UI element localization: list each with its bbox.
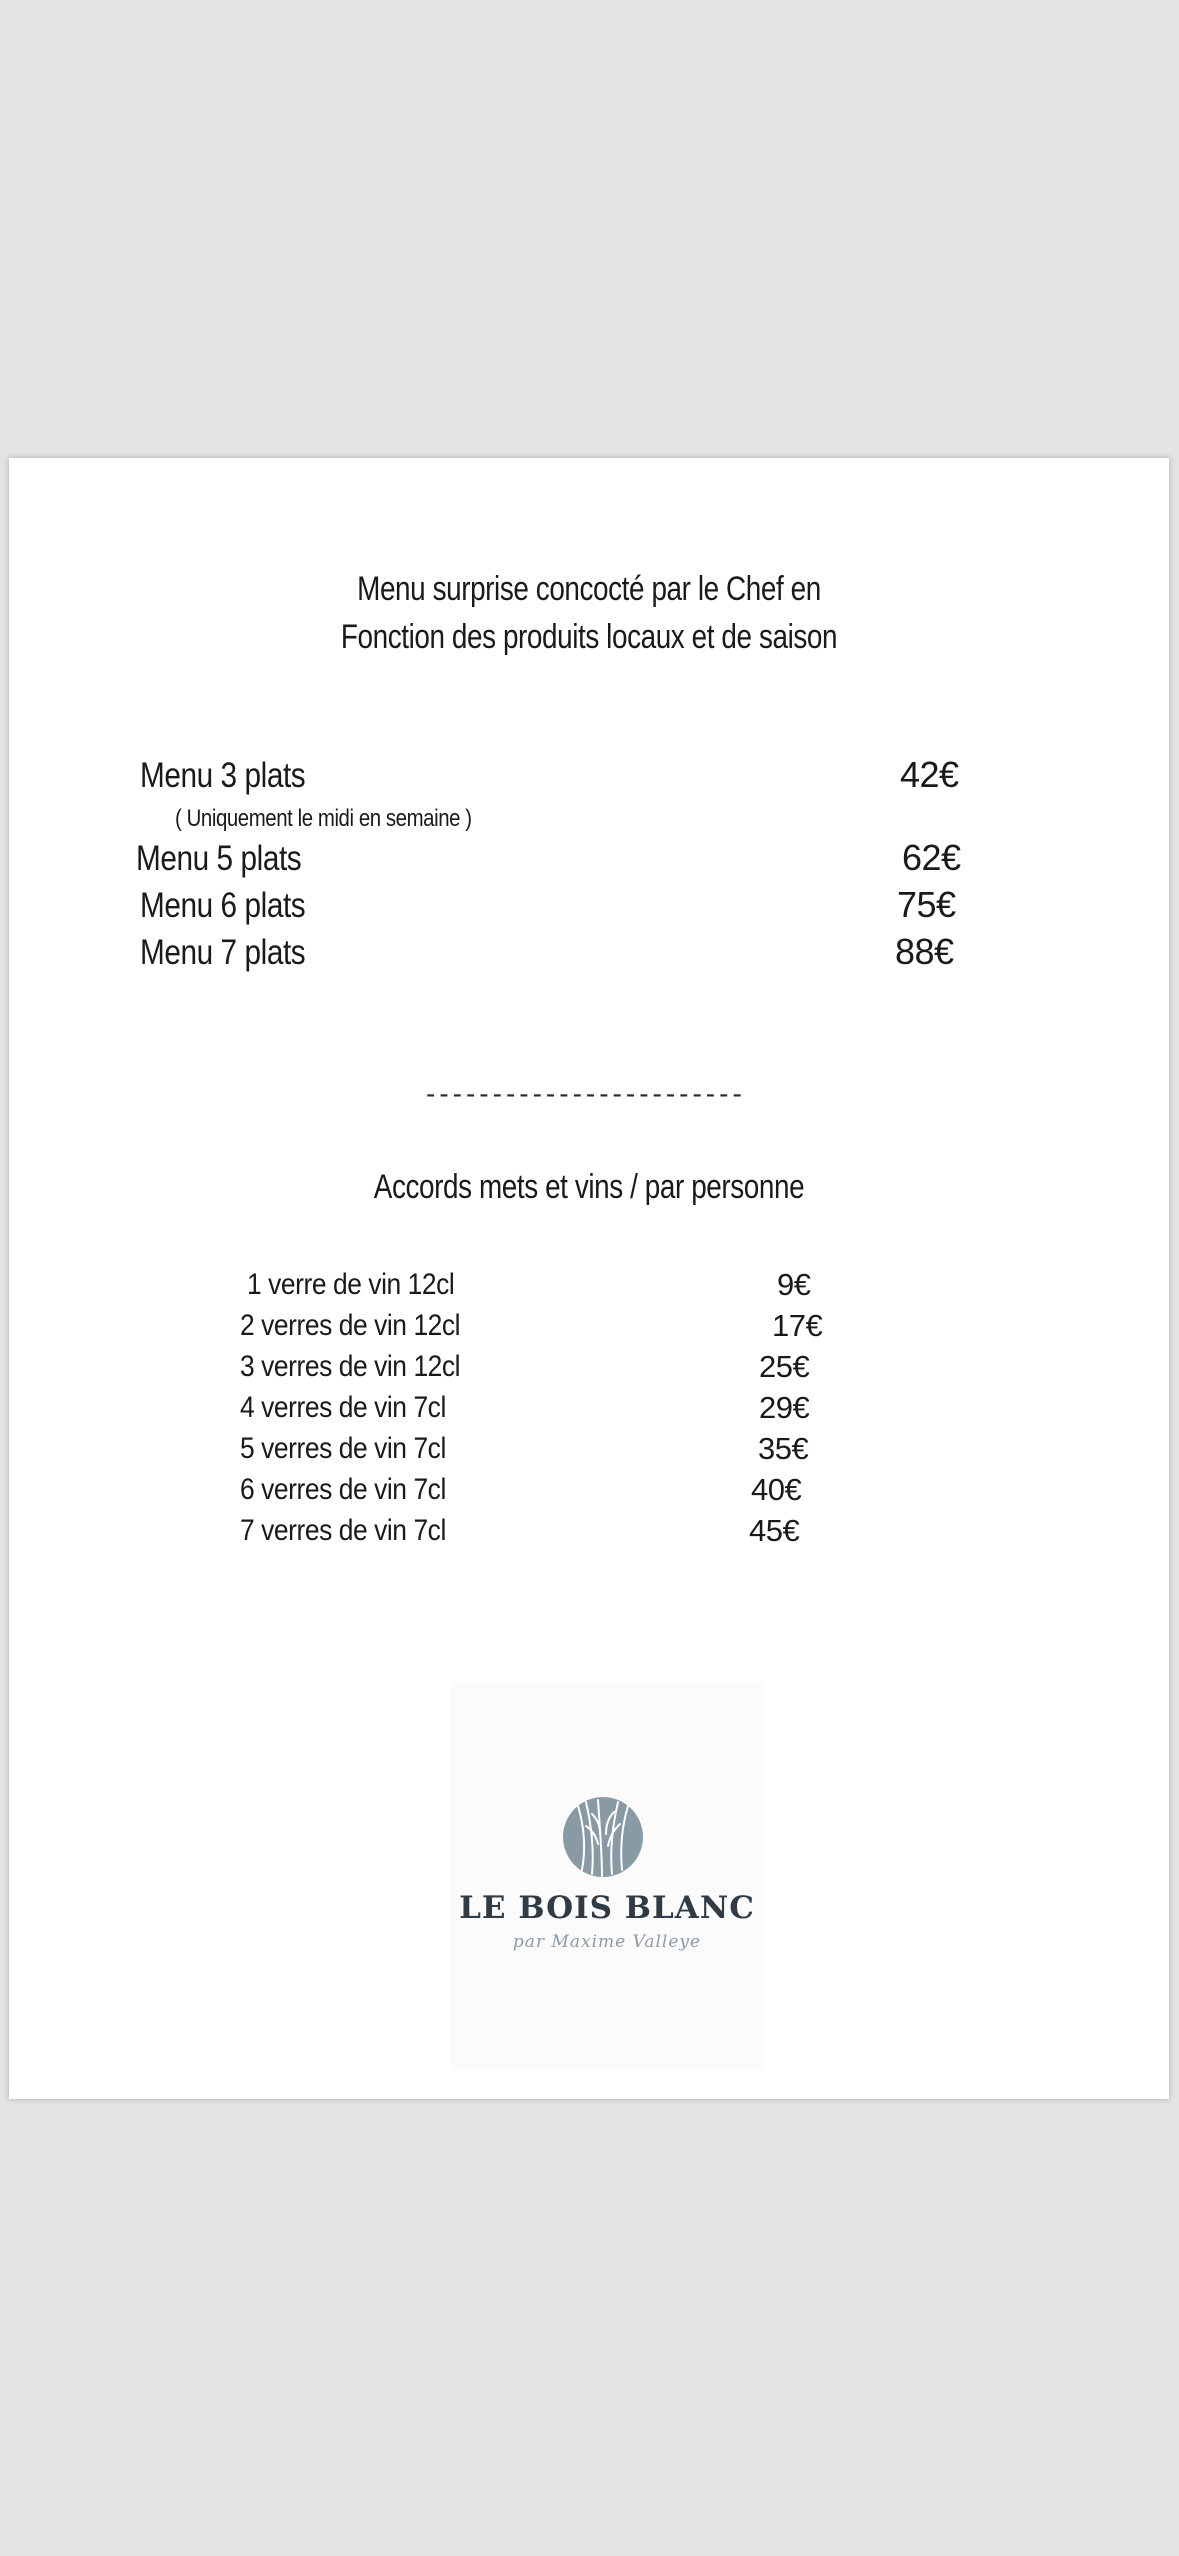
menu-3-label: Menu 3 plats xyxy=(140,756,306,795)
leaf-emblem-icon xyxy=(562,1796,644,1878)
logo-signature: par Maxime Valleye xyxy=(512,1932,702,1952)
restaurant-logo xyxy=(450,1682,764,2070)
pairing-4-price: 29€ xyxy=(759,1390,810,1425)
menu-6-price: 75€ xyxy=(897,884,956,925)
logo-name: LE BOIS BLANC xyxy=(459,1890,755,1926)
menu-5-label: Menu 5 plats xyxy=(136,839,302,878)
menu-3-price: 42€ xyxy=(900,754,959,795)
menu-6-label: Menu 6 plats xyxy=(140,886,306,925)
pairing-3-price: 25€ xyxy=(759,1349,810,1384)
menu-7-price: 88€ xyxy=(895,931,954,972)
pairing-3-label: 3 verres de vin 12cl xyxy=(240,1350,461,1383)
pairing-1-price: 9€ xyxy=(777,1267,811,1302)
menu-page xyxy=(9,458,1169,2099)
intro-line-1: Menu surprise concocté par le Chef en xyxy=(357,570,821,608)
menu-5-price: 62€ xyxy=(902,837,961,878)
section-divider: ------------------------ xyxy=(426,1078,746,1109)
pairings-title: Accords mets et vins / par personne xyxy=(373,1168,805,1206)
pairing-2-price: 17€ xyxy=(772,1308,823,1343)
menu-3-note: ( Uniquement le midi en semaine ) xyxy=(175,805,472,832)
intro-line-2: Fonction des produits locaux et de saison xyxy=(340,618,838,656)
menu-7-label: Menu 7 plats xyxy=(140,933,306,972)
pairing-7-price: 45€ xyxy=(749,1513,800,1548)
pairing-6-price: 40€ xyxy=(751,1472,802,1507)
pairing-5-label: 5 verres de vin 7cl xyxy=(240,1432,446,1465)
pairing-1-label: 1 verre de vin 12cl xyxy=(247,1268,455,1301)
pairing-2-label: 2 verres de vin 12cl xyxy=(240,1309,461,1342)
pairing-5-price: 35€ xyxy=(758,1431,809,1466)
pairing-4-label: 4 verres de vin 7cl xyxy=(240,1391,446,1424)
pairing-6-label: 6 verres de vin 7cl xyxy=(240,1473,446,1506)
pairing-7-label: 7 verres de vin 7cl xyxy=(240,1514,446,1547)
